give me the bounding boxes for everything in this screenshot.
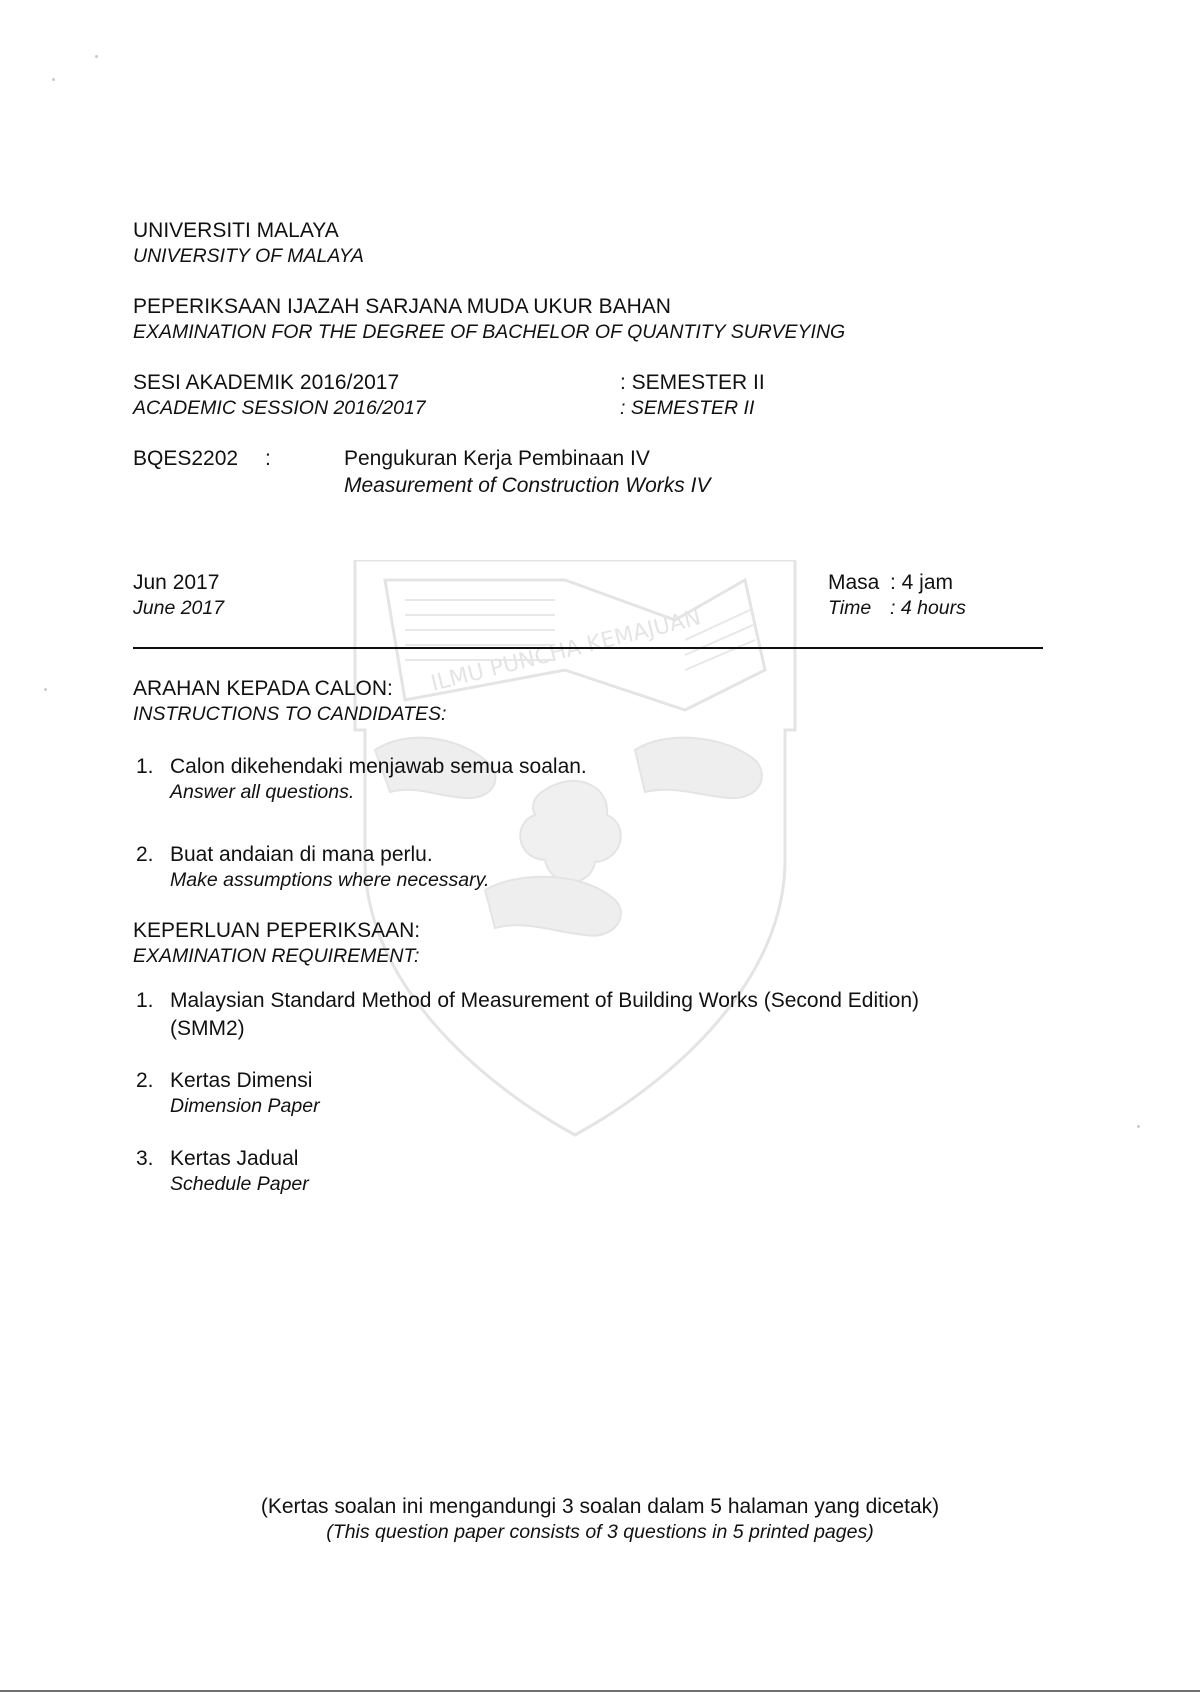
- requirement-text-line2: (SMM2): [170, 1017, 245, 1040]
- requirement-number: 2.: [136, 1069, 154, 1092]
- instructions-heading-ms: ARAHAN KEPADA CALON:: [133, 677, 393, 700]
- session-ms: SESI AKADEMIK 2016/2017: [133, 371, 400, 394]
- requirement-text-en: Dimension Paper: [170, 1095, 320, 1117]
- instruction-item: [136, 842, 936, 898]
- header-divider: [133, 647, 1043, 649]
- session-en: ACADEMIC SESSION 2016/2017: [133, 397, 426, 419]
- footer-note-en: (This question paper consists of 3 questions in 5 printed pages): [326, 1521, 874, 1543]
- requirement-item: [136, 988, 1036, 1044]
- course-code: BQES2202: [133, 447, 239, 470]
- semester-ms: : SEMESTER II: [620, 371, 765, 394]
- university-name-en: UNIVERSITY OF MALAYA: [133, 245, 364, 267]
- instruction-text-ms: Calon dikehendaki menjawab semua soalan.: [170, 755, 587, 778]
- scan-speck: [52, 78, 55, 81]
- university-name-ms: UNIVERSITI MALAYA: [133, 219, 339, 242]
- requirement-text-ms: Kertas Dimensi: [170, 1069, 313, 1092]
- exam-date-en: June 2017: [133, 597, 225, 619]
- scan-speck: [1137, 1125, 1140, 1128]
- course-separator: :: [265, 447, 271, 470]
- scan-speck: [44, 688, 47, 691]
- time-value-ms: : 4 jam: [890, 571, 954, 594]
- requirements-heading-ms: KEPERLUAN PEPERIKSAAN:: [133, 919, 421, 942]
- requirement-number: 3.: [136, 1147, 154, 1170]
- exam-title-en: EXAMINATION FOR THE DEGREE OF BACHELOR OF QUANTITY SURVEYING: [133, 321, 846, 343]
- footer-note-ms: (Kertas soalan ini mengandungi 3 soalan dalam 5 halaman yang dicetak): [260, 1495, 940, 1518]
- instruction-text-ms: Buat andaian di mana perlu.: [170, 843, 433, 866]
- course-title-en: Measurement of Construction Works IV: [344, 474, 711, 497]
- instructions-heading-en: INSTRUCTIONS TO CANDIDATES:: [133, 703, 447, 725]
- requirement-number: 1.: [136, 989, 154, 1012]
- semester-en: : SEMESTER II: [620, 397, 755, 419]
- requirements-heading-en: EXAMINATION REQUIREMENT:: [133, 945, 420, 967]
- requirement-item: [136, 1068, 936, 1124]
- instruction-text-en: Answer all questions.: [170, 781, 355, 803]
- time-value-en: : 4 hours: [890, 597, 966, 619]
- instruction-number: 2.: [136, 843, 154, 866]
- course-title-ms: Pengukuran Kerja Pembinaan IV: [344, 447, 650, 470]
- exam-title-ms: PEPERIKSAAN IJAZAH SARJANA MUDA UKUR BAHAN: [133, 295, 671, 318]
- requirement-text-ms: Kertas Jadual: [170, 1147, 299, 1170]
- scan-speck: [95, 55, 98, 58]
- scan-bottom-edge: [0, 1690, 1200, 1692]
- requirement-item: [136, 1146, 936, 1202]
- instruction-number: 1.: [136, 755, 154, 778]
- crest-motto: ILMU PUNCHA KEMAJUAN: [428, 605, 704, 697]
- time-label-en: Time: [828, 597, 872, 619]
- instruction-text-en: Make assumptions where necessary.: [170, 869, 490, 891]
- requirement-text-en: Schedule Paper: [170, 1173, 309, 1195]
- time-label-ms: Masa: [828, 571, 880, 594]
- exam-date-ms: Jun 2017: [133, 571, 220, 594]
- instruction-item: [136, 754, 936, 810]
- requirement-text-line1: Malaysian Standard Method of Measurement of Building Works (Second Edition): [170, 989, 919, 1012]
